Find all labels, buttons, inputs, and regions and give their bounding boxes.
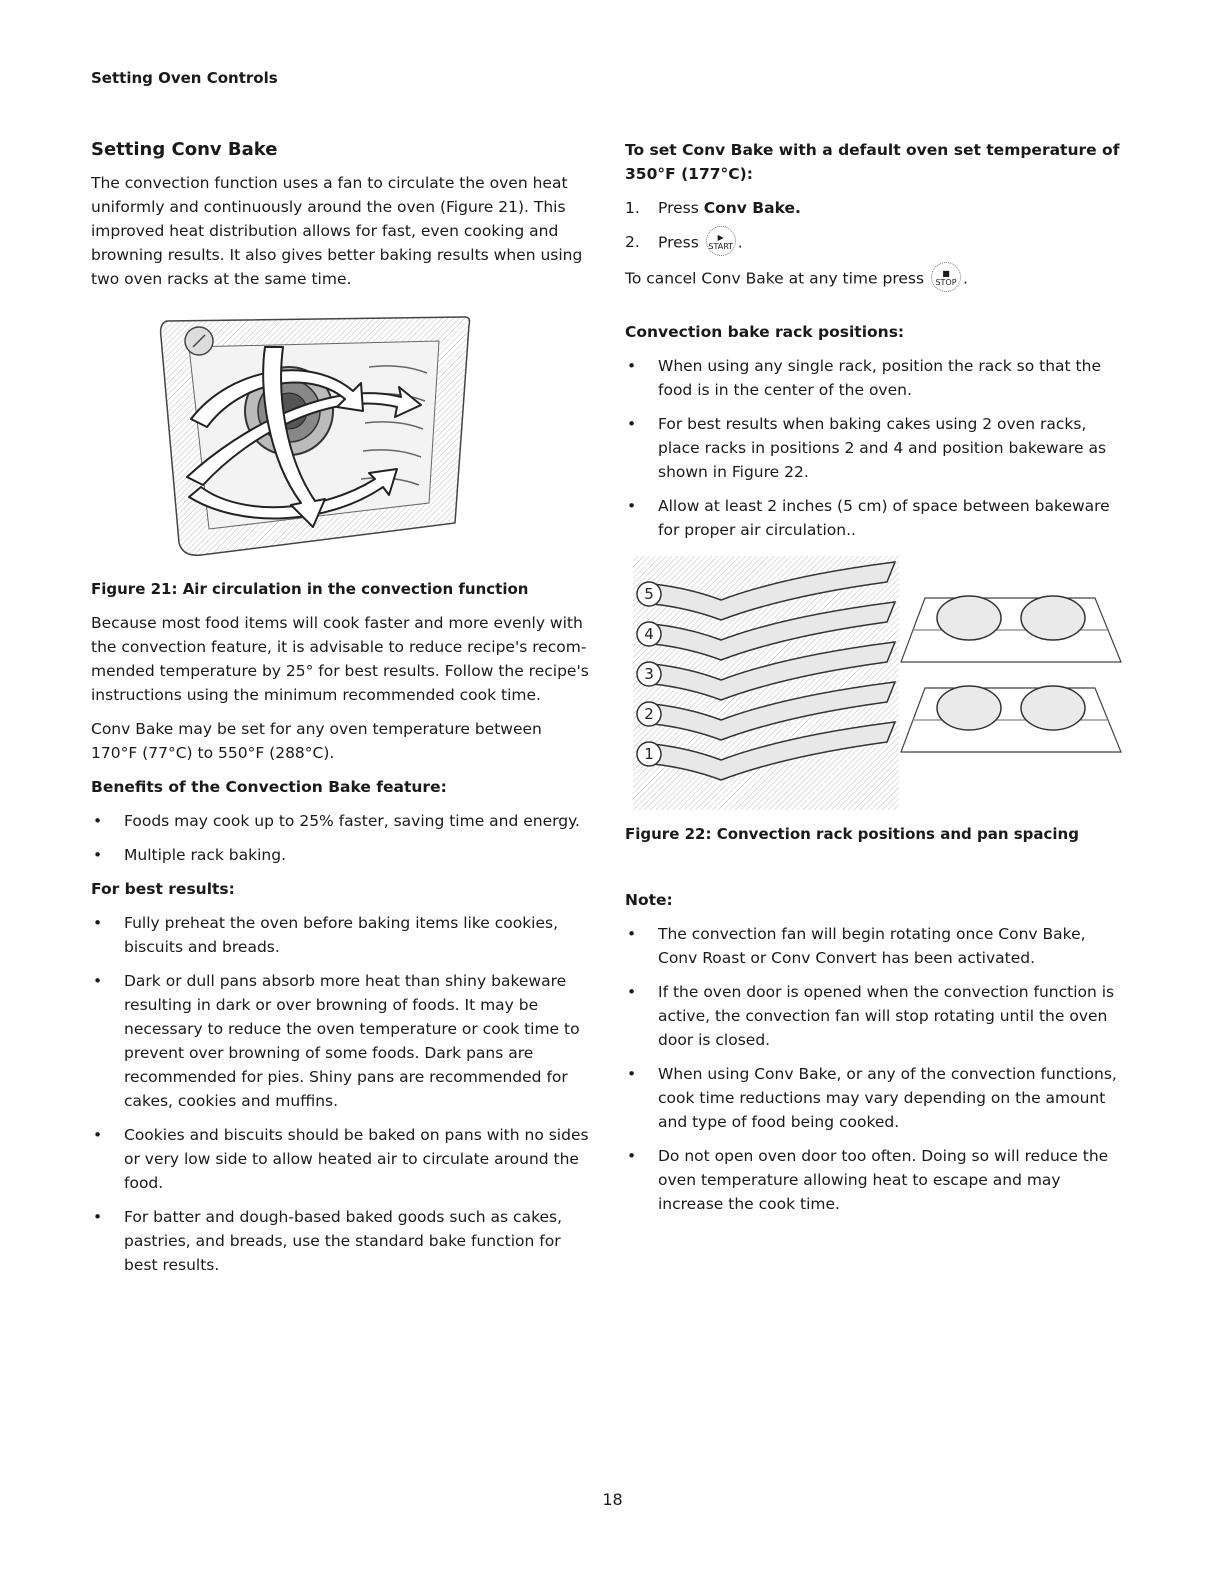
list-item: • Cookies and biscuits should be baked on pans with no sides or very low side to allow heated air to circulate around the food.	[91, 1123, 591, 1195]
step-number: 1.	[625, 199, 640, 217]
best-results-heading: For best results:	[91, 880, 235, 898]
list-item: • If the oven door is opened when the convection function is active, the convection fan will stop rotating until the oven door is closed.	[625, 980, 1125, 1052]
section-header: Setting Oven Controls	[91, 69, 278, 87]
step-text: Press	[658, 233, 699, 252]
figure-21-air-circulation	[91, 307, 591, 569]
cancel-text: To cancel Conv Bake at any time press	[625, 269, 925, 288]
benefits-heading: Benefits of the Convection Bake feature:	[91, 778, 447, 796]
benefits-list	[91, 809, 591, 867]
section-title: Setting Conv Bake	[91, 139, 278, 160]
conv-bake-key-label: Conv Bake.	[703, 199, 801, 217]
list-item: • For batter and dough-based baked goods such as cakes, pastries, and breads, use the standard bake function for best results.	[91, 1205, 591, 1277]
list-item: • The convection fan will begin rotating once Conv Bake, Conv Roast or Conv Convert has been activated.	[625, 922, 1125, 970]
rack-label-4: 4	[644, 625, 654, 643]
start-key-label: START	[708, 242, 734, 251]
rack-label-1: 1	[644, 745, 654, 763]
rack-label-3: 3	[644, 665, 654, 683]
start-key-icon: ▶ START	[706, 226, 736, 256]
list-item: • Dark or dull pans absorb more heat than shiny bakeware resulting in dark or over browning of foods. It may be necessary to reduce the oven temperature or cook time to prevent over browning of some foods. Dark pans are recommended for pies. Shiny pans are recommended for cakes, cookies and muffins.	[91, 969, 591, 1113]
stop-key-icon: ■ STOP	[931, 262, 961, 292]
figure-22-rack-positions	[625, 552, 1125, 814]
temperature-paragraph: Because most food items will cook faster and more evenly with the convection feature, it is advisable to reduce recipe's recom-mended temperature by 25° for best results. Follow the recipe's instructions using the minimum recommended cook time.	[91, 614, 589, 704]
stop-key-label: STOP	[935, 278, 957, 287]
rack-label-2: 2	[644, 705, 654, 723]
best-results-list	[91, 911, 591, 1277]
list-item: • For best results when baking cakes using 2 oven racks, place racks in positions 2 and 4 and position bakeware as shown in Figure 22.	[625, 412, 1125, 484]
figure-22-caption: Figure 22: Convection rack positions and pan spacing	[625, 825, 1079, 843]
list-item: • Do not open oven door too often. Doing so will reduce the oven temperature allowing heat to escape and may increase the cook time.	[625, 1144, 1125, 1216]
list-item: • Fully preheat the oven before baking items like cookies, biscuits and breads.	[91, 911, 591, 959]
figure-21-caption: Figure 21: Air circulation in the convection function	[91, 580, 529, 598]
left-column	[91, 138, 591, 1287]
intro-paragraph: The convection function uses a fan to circulate the oven heat uniformly and continuously around the oven (Figure 21). This improved heat distribution allows for fast, even cooking and browning results. It also gives better baking results when using two oven racks at the same time.	[91, 174, 583, 288]
step-item: 2. Press ▶ START .	[625, 230, 1125, 256]
list-item: • Foods may cook up to 25% faster, saving time and energy.	[91, 809, 591, 833]
right-column	[625, 138, 1125, 1226]
list-item: • When using any single rack, position the rack so that the food is in the center of the oven.	[625, 354, 1125, 402]
set-conv-bake-heading: To set Conv Bake with a default oven set temperature of 350°F (177°C):	[625, 141, 1120, 183]
cancel-instruction: To cancel Conv Bake at any time press ■ STOP .	[625, 266, 1125, 292]
rack-label-5: 5	[644, 585, 654, 603]
steps-list	[625, 196, 1125, 256]
rack-positions-list	[625, 354, 1125, 542]
rack-positions-heading: Convection bake rack positions:	[625, 323, 905, 341]
list-item: • When using Conv Bake, or any of the convection functions, cook time reductions may vary depending on the amount and type of food being cooked.	[625, 1062, 1125, 1134]
notes-list	[625, 922, 1125, 1216]
step-text: Press	[658, 199, 704, 217]
note-heading: Note:	[625, 891, 673, 909]
list-item: • Allow at least 2 inches (5 cm) of space between bakeware for proper air circulation..	[625, 494, 1125, 542]
range-paragraph: Conv Bake may be set for any oven temperature between 170°F (77°C) to 550°F (288°C).	[91, 720, 542, 762]
list-item: • Multiple rack baking.	[91, 843, 591, 867]
page-number: 18	[602, 1490, 623, 1509]
step-number: 2.	[625, 233, 640, 251]
step-item	[625, 196, 1125, 220]
